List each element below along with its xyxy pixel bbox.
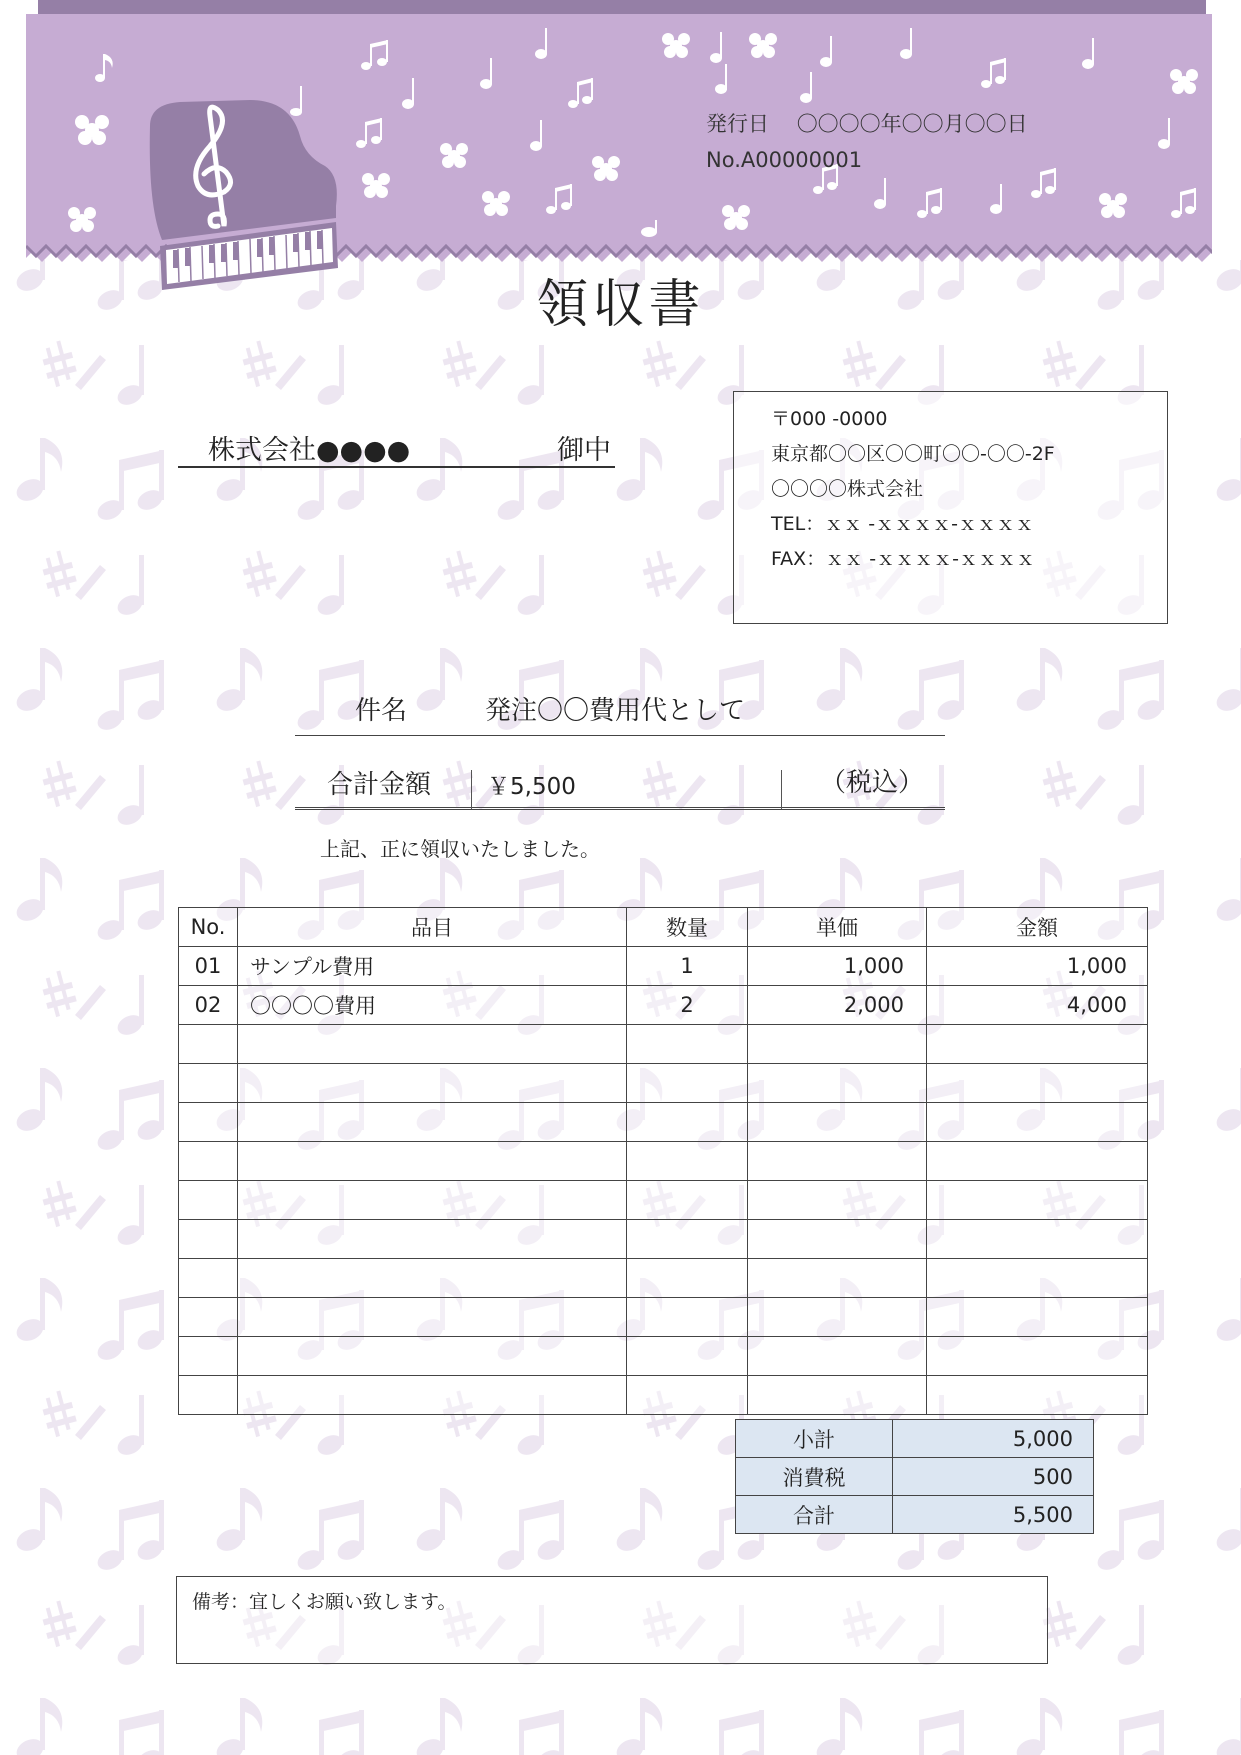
issuer-fax: FAX：ｘｘ -ｘｘｘｘ-ｘｘｘｘ xyxy=(771,548,1035,570)
table-row xyxy=(179,947,1148,986)
cell-item xyxy=(238,1298,627,1337)
cell-amount: 4,000 xyxy=(927,986,1148,1025)
cell-item xyxy=(238,1181,627,1220)
issuer-address: 東京都〇〇区〇〇町〇〇-〇〇-2F xyxy=(771,443,1055,465)
issue-date-label: 発行日 xyxy=(706,112,769,136)
cell-no xyxy=(179,1376,238,1415)
subject-value: 発注〇〇費用代として xyxy=(485,696,746,726)
subtotal-label: 小計 xyxy=(736,1420,893,1458)
tax-value: 500 xyxy=(893,1458,1094,1496)
issuer-company: 〇〇〇〇株式会社 xyxy=(771,478,924,500)
cell-amount: 1,000 xyxy=(927,947,1148,986)
recipient-line xyxy=(178,428,615,468)
subtotal-value: 5,000 xyxy=(893,1420,1094,1458)
column-header-quantity: 数量 xyxy=(627,908,748,947)
table-row xyxy=(179,1142,1148,1181)
cell-quantity xyxy=(627,1064,748,1103)
cell-quantity: 1 xyxy=(627,947,748,986)
issuer-tel: TEL：ｘｘ -ｘｘｘｘ-ｘｘｘｘ xyxy=(771,513,1034,535)
cell-no: 02 xyxy=(179,986,238,1025)
received-statement: 上記、正に領収いたしました。 xyxy=(320,837,600,861)
cell-unit-price: 1,000 xyxy=(748,947,927,986)
cell-item xyxy=(238,1376,627,1415)
cell-no xyxy=(179,1142,238,1181)
cell-unit-price xyxy=(748,1259,927,1298)
line-items-table xyxy=(178,907,1148,1415)
cell-item xyxy=(238,1103,627,1142)
consumption-tax-row xyxy=(736,1458,1094,1496)
cell-item: サンプル費用 xyxy=(238,947,627,986)
cell-quantity: 2 xyxy=(627,986,748,1025)
cell-unit-price xyxy=(748,1181,927,1220)
header-top-bar xyxy=(38,0,1206,14)
cell-amount xyxy=(927,1181,1148,1220)
cell-quantity xyxy=(627,1259,748,1298)
cell-unit-price xyxy=(748,1142,927,1181)
cell-quantity xyxy=(627,1025,748,1064)
notes-box xyxy=(176,1576,1048,1664)
cell-quantity xyxy=(627,1298,748,1337)
cell-no xyxy=(179,1064,238,1103)
table-row xyxy=(179,986,1148,1025)
cell-unit-price xyxy=(748,1220,927,1259)
cell-amount xyxy=(927,1259,1148,1298)
table-row xyxy=(179,1337,1148,1376)
grand-total-row xyxy=(736,1496,1094,1534)
table-row xyxy=(179,1103,1148,1142)
issue-date-value: 〇〇〇〇年〇〇月〇〇日 xyxy=(796,112,1028,136)
cell-quantity xyxy=(627,1181,748,1220)
cell-amount xyxy=(927,1376,1148,1415)
grand-total-value: 5,500 xyxy=(893,1496,1094,1534)
cell-no xyxy=(179,1259,238,1298)
document-title: 領収書 xyxy=(536,275,705,335)
cell-no xyxy=(179,1025,238,1064)
column-header-unit-price: 単価 xyxy=(748,908,927,947)
issue-date xyxy=(706,108,1028,138)
cell-quantity xyxy=(627,1142,748,1181)
divider xyxy=(471,770,472,809)
table-header-row xyxy=(179,908,1148,947)
table-row xyxy=(179,1298,1148,1337)
table-row xyxy=(179,1220,1148,1259)
cell-unit-price xyxy=(748,1376,927,1415)
total-value: ￥5,500 xyxy=(487,774,576,800)
cell-unit-price xyxy=(748,1025,927,1064)
issuer-postal: 〒000 -0000 xyxy=(771,408,888,430)
cell-item xyxy=(238,1025,627,1064)
cell-amount xyxy=(927,1298,1148,1337)
cell-no xyxy=(179,1220,238,1259)
total-amount-row xyxy=(295,762,945,810)
table-row xyxy=(179,1181,1148,1220)
recipient-honorific: 御中 xyxy=(557,435,611,466)
cell-item xyxy=(238,1337,627,1376)
table-row xyxy=(179,1025,1148,1064)
subject-row xyxy=(295,690,945,736)
cell-quantity xyxy=(627,1220,748,1259)
cell-item xyxy=(238,1259,627,1298)
cell-no xyxy=(179,1337,238,1376)
tax-included-note: （税込） xyxy=(820,768,925,798)
cell-unit-price xyxy=(748,1298,927,1337)
column-header-amount: 金額 xyxy=(927,908,1148,947)
cell-quantity xyxy=(627,1337,748,1376)
divider xyxy=(781,770,782,809)
cell-amount xyxy=(927,1064,1148,1103)
cell-quantity xyxy=(627,1376,748,1415)
cell-quantity xyxy=(627,1103,748,1142)
table-row xyxy=(179,1259,1148,1298)
subject-label: 件名 xyxy=(355,696,408,726)
issuer-box xyxy=(733,391,1168,624)
subtotal-row xyxy=(736,1420,1094,1458)
cell-amount xyxy=(927,1142,1148,1181)
cell-unit-price xyxy=(748,1064,927,1103)
notes-text: 備考：宜しくお願い致します。 xyxy=(192,1591,457,1613)
cell-no xyxy=(179,1181,238,1220)
cell-amount xyxy=(927,1025,1148,1064)
cell-unit-price xyxy=(748,1337,927,1376)
cell-amount xyxy=(927,1337,1148,1376)
cell-amount xyxy=(927,1103,1148,1142)
recipient-name: 株式会社●●●● xyxy=(208,435,411,466)
table-row xyxy=(179,1376,1148,1415)
cell-item xyxy=(238,1220,627,1259)
cell-no xyxy=(179,1298,238,1337)
cell-item: 〇〇〇〇費用 xyxy=(238,986,627,1025)
cell-no xyxy=(179,1103,238,1142)
cell-amount xyxy=(927,1220,1148,1259)
table-row xyxy=(179,1064,1148,1103)
total-label: 合計金額 xyxy=(327,770,432,800)
cell-unit-price xyxy=(748,1103,927,1142)
tax-label: 消費税 xyxy=(736,1458,893,1496)
cell-item xyxy=(238,1064,627,1103)
summary-table xyxy=(735,1419,1094,1534)
cell-no: 01 xyxy=(179,947,238,986)
receipt-number: No.A00000001 xyxy=(706,148,863,172)
cell-item xyxy=(238,1142,627,1181)
column-header-item: 品目 xyxy=(238,908,627,947)
grand-piano-icon xyxy=(140,96,340,290)
grand-total-label: 合計 xyxy=(736,1496,893,1534)
cell-unit-price: 2,000 xyxy=(748,986,927,1025)
column-header-no: No. xyxy=(179,908,238,947)
